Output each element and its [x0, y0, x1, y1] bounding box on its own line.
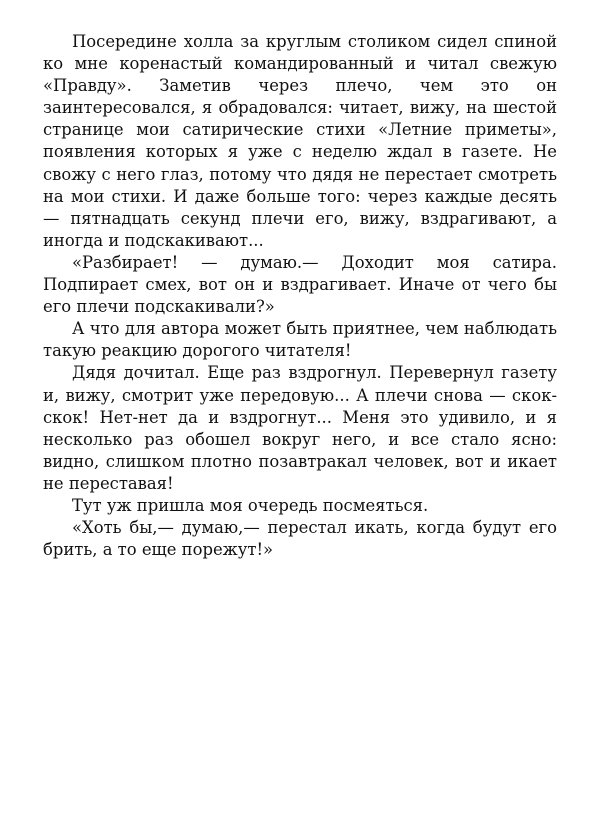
paragraph-3: А что для автора может быть приятнее, чем наблюдать такую реакцию дорогого читателя!	[43, 319, 557, 361]
paragraph-1: Посередине холла за круглым столиком сидел спиной ко мне коренастый командированный и читал свежую «Правду». Заметив через плечо, чем это он заинтересовался, я обрадовался: читает, вижу, на шестой странице мои сатирические стихи «Летние приметы», появления которых я уже с неделю ждал в газете. Не свожу с него глаз, потому что дядя не перестает смотреть на мои стихи. И даже больше того: через каждые десять — пятнадцать секунд плечи его, вижу, вздрагивают, а иногда и подскакивают...	[43, 32, 557, 250]
paragraph-6: «Хоть бы,— думаю,— перестал икать, когда будут его брить, а то еще порежут!»	[43, 518, 557, 560]
paragraph-4: Дядя дочитал. Еще раз вздрогнул. Перевернул газету и, вижу, смотрит уже передовую... А плечи снова — скок-скок! Нет-нет да и вздрогнут... Меня это удивило, и я несколько раз обошел вокруг него, и все стало ясно: видно, слишком плотно позавтракал человек, вот и икает не переставая!	[43, 363, 557, 493]
paragraph-5: Тут уж пришла моя очередь посмеяться.	[72, 495, 429, 515]
book-page	[43, 31, 557, 561]
paragraph-2: «Разбирает! — думаю.— Доходит моя сатира. Подпирает смех, вот он и вздрагивает. Иначе от чего бы его плечи подскакивали?»	[43, 252, 557, 317]
